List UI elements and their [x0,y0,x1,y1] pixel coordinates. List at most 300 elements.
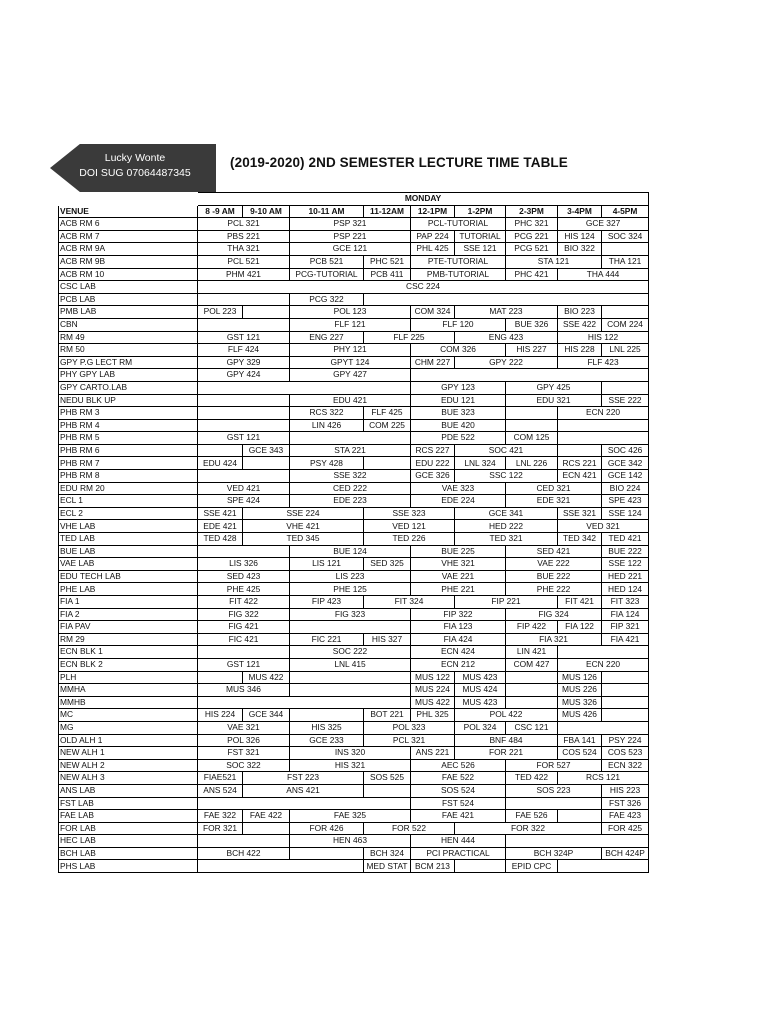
table-row [59,369,649,382]
course-cell: LNL 324 [455,457,506,470]
venue-cell: EDU TECH LAB [59,570,198,583]
table-row [59,356,649,369]
course-cell: BCH 422 [198,847,290,860]
course-cell [602,684,649,697]
header-time-slot: 10-11 AM [290,205,364,218]
course-cell [558,444,602,457]
course-cell: EDE 224 [411,495,506,508]
venue-cell: BUE LAB [59,545,198,558]
venue-cell: ACB RM 9A [59,243,198,256]
course-cell: FAE 522 [411,772,506,785]
table-row [59,293,649,306]
course-cell: BCH 424P [602,847,649,860]
table-row [59,381,649,394]
course-cell: HED 124 [602,583,649,596]
venue-cell: GPY P.G LECT RM [59,356,198,369]
course-cell [602,671,649,684]
course-cell: MUS 422 [411,696,455,709]
course-cell [198,318,290,331]
course-cell: BUE 124 [290,545,411,558]
venue-cell: MMHA [59,684,198,697]
course-cell: EPID CPC [506,860,558,873]
header-time-slot: 11-12AM [364,205,411,218]
course-cell [198,394,290,407]
course-cell: PHM 421 [198,268,290,281]
course-cell: VHE 321 [411,558,506,571]
course-cell: BIO 223 [558,306,602,319]
table-row [59,419,649,432]
course-cell: POL 324 [455,721,506,734]
header-time-slot: 3-4PM [558,205,602,218]
venue-cell: ANS LAB [59,784,198,797]
course-cell: FOR 221 [455,747,558,760]
course-cell: FAE 322 [198,810,243,823]
day-label: MONDAY [198,193,649,206]
table-row [59,847,649,860]
course-cell: CED 321 [506,482,602,495]
course-cell: EDU 121 [411,394,506,407]
course-cell: VED 321 [558,520,649,533]
course-cell: FIP 321 [602,621,649,634]
course-cell: POL 123 [290,306,411,319]
course-cell: FIC 421 [198,633,290,646]
course-cell: ANS 524 [198,784,243,797]
course-cell: ECN 220 [558,658,649,671]
course-cell: MUS 326 [558,696,602,709]
course-cell: FAE 423 [602,810,649,823]
course-cell: FIP 423 [290,596,364,609]
venue-cell: VHE LAB [59,520,198,533]
course-cell: PSP 321 [290,218,411,231]
course-cell: BUE 225 [411,545,506,558]
table-row [59,596,649,609]
course-cell: PCG-TUTORIAL [290,268,364,281]
venue-cell: ACB RM 10 [59,268,198,281]
course-cell: HIS 122 [558,331,649,344]
course-cell: MUS 426 [558,709,602,722]
table-row [59,457,649,470]
course-cell: LIS 223 [290,570,411,583]
course-cell: FLF 424 [198,344,290,357]
course-cell: RCS 227 [411,444,455,457]
venue-cell: BCH LAB [59,847,198,860]
header-time-slot: 4-5PM [602,205,649,218]
table-row [59,734,649,747]
table-row [59,533,649,546]
course-cell: COM 326 [411,344,506,357]
course-cell: LNL 225 [602,344,649,357]
day-row [59,193,649,206]
course-cell: FIP 322 [411,608,506,621]
course-cell: GPY 427 [290,369,411,382]
course-cell [198,671,243,684]
course-cell: FIA 123 [411,621,506,634]
course-cell: SED 421 [506,545,602,558]
course-cell: FIT 324 [364,596,455,609]
course-cell: GCE 327 [558,218,649,231]
course-cell: COM 224 [602,318,649,331]
course-cell: GPY 329 [198,356,290,369]
course-cell: GCE 343 [243,444,290,457]
course-cell: MUS 346 [198,684,290,697]
course-cell: EDU 421 [290,394,411,407]
course-cell [558,860,649,873]
course-cell: FLF 423 [558,356,649,369]
course-cell: PSY 428 [290,457,364,470]
course-cell: MUS 226 [558,684,602,697]
course-cell: MED STAT [364,860,411,873]
course-cell: MUS 422 [243,671,290,684]
course-cell: FST 326 [602,797,649,810]
course-cell: STA 121 [506,255,602,268]
course-cell [602,709,649,722]
course-cell: BIO 322 [558,243,602,256]
course-cell: SOC 421 [455,444,558,457]
course-cell: ENG 227 [290,331,364,344]
course-cell: PMB-TUTORIAL [411,268,506,281]
course-cell: PHE 221 [411,583,506,596]
course-cell: SSE 122 [602,558,649,571]
course-cell [243,306,290,319]
course-cell: POL 326 [198,734,290,747]
course-cell: PCL 521 [198,255,290,268]
course-cell: VAE 323 [411,482,506,495]
course-cell: FIT 323 [602,596,649,609]
course-cell: GPY 222 [455,356,558,369]
venue-cell: CBN [59,318,198,331]
course-cell [558,721,649,734]
course-cell: BNF 484 [455,734,558,747]
table-row [59,633,649,646]
course-cell [411,369,649,382]
course-cell: FAE 421 [411,810,506,823]
course-cell: SOS 524 [411,784,506,797]
course-cell: GCE 342 [602,457,649,470]
course-cell: PHE 425 [198,583,290,596]
venue-cell: PHE LAB [59,583,198,596]
course-cell: FIC 221 [290,633,364,646]
venue-cell: PCB LAB [59,293,198,306]
course-cell: RCS 221 [558,457,602,470]
course-cell: POL 422 [455,709,558,722]
table-row [59,432,649,445]
course-cell: BUE 222 [602,545,649,558]
course-cell: LNL 415 [290,658,411,671]
venue-cell: PHB RM 4 [59,419,198,432]
course-cell: HEN 463 [290,835,411,848]
course-cell [506,671,558,684]
course-cell: FLF 120 [411,318,506,331]
venue-cell: NEW ALH 3 [59,772,198,785]
header-time-slot: 8 -9 AM [198,205,243,218]
course-cell: GST 121 [198,432,290,445]
course-cell: GCE 341 [455,507,558,520]
course-cell [602,381,649,394]
venue-cell: FOR LAB [59,822,198,835]
table-row [59,822,649,835]
course-cell: ECN 220 [558,407,649,420]
course-cell: COM 225 [364,419,411,432]
course-cell: SOS 525 [364,772,411,785]
course-cell [290,671,411,684]
course-cell: HIS 124 [558,230,602,243]
course-cell: AEC 526 [411,759,506,772]
course-cell: MUS 122 [411,671,455,684]
table-row [59,218,649,231]
course-cell: COS 524 [558,747,602,760]
course-cell: COM 324 [411,306,455,319]
table-row [59,394,649,407]
venue-cell: ACB RM 6 [59,218,198,231]
course-cell: PHE 222 [506,583,602,596]
course-cell: FIP 221 [455,596,558,609]
course-cell: EDE 321 [506,495,602,508]
course-cell: BCH 324P [506,847,602,860]
table-row [59,583,649,596]
course-cell: POL 223 [198,306,243,319]
course-cell: FIA 321 [506,633,602,646]
course-cell [506,684,558,697]
course-cell: VED 421 [198,482,290,495]
course-cell: PCB 411 [364,268,411,281]
course-cell: MUS 423 [455,696,506,709]
course-cell: VED 121 [364,520,455,533]
course-cell: FOR 426 [290,822,364,835]
venue-cell: PHB RM 8 [59,470,198,483]
course-cell: PHL 425 [411,243,455,256]
course-cell [198,646,290,659]
course-cell: ECN 424 [411,646,506,659]
table-row [59,255,649,268]
venue-cell: ACB RM 7 [59,230,198,243]
table-row [59,444,649,457]
table-row [59,721,649,734]
venue-cell: FIA PAV [59,621,198,634]
header-time-slot: 2-3PM [506,205,558,218]
venue-cell: PLH [59,671,198,684]
course-cell: HED 221 [602,570,649,583]
course-cell: GST 121 [198,331,290,344]
course-cell: FOR 522 [364,822,455,835]
course-cell: BIO 224 [602,482,649,495]
course-cell: EDE 223 [290,495,411,508]
course-cell: HED 222 [455,520,558,533]
course-cell: TED 226 [364,533,455,546]
course-cell [198,797,411,810]
table-row [59,747,649,760]
table-row [59,558,649,571]
course-cell: MUS 424 [455,684,506,697]
course-cell: FAE 422 [243,810,290,823]
course-cell [602,243,649,256]
course-cell: CED 222 [290,482,411,495]
course-cell: COS 523 [602,747,649,760]
venue-cell: TED LAB [59,533,198,546]
course-cell: PCI PRACTICAL [411,847,506,860]
course-cell: PTE-TUTORIAL [411,255,506,268]
course-cell [558,432,649,445]
course-cell: GCE 142 [602,470,649,483]
course-cell: THA 321 [198,243,290,256]
venue-cell: MG [59,721,198,734]
course-cell: HIS 227 [506,344,558,357]
page-title: (2019-2020) 2ND SEMESTER LECTURE TIME TABLE [230,155,568,170]
venue-cell: ECN BLK 2 [59,658,198,671]
course-cell [290,847,364,860]
course-cell: SSE 421 [198,507,243,520]
course-cell: CSC 224 [198,281,649,294]
table-row [59,835,649,848]
course-cell: FLF 121 [290,318,411,331]
venue-cell: PHB RM 3 [59,407,198,420]
course-cell: VHE 421 [243,520,364,533]
course-cell: BCM 213 [411,860,455,873]
course-cell: SSE 222 [602,394,649,407]
course-cell: LIS 326 [198,558,290,571]
course-cell: PCL-TUTORIAL [411,218,506,231]
course-cell: SPE 423 [602,495,649,508]
course-cell: FIA 124 [602,608,649,621]
course-cell: FIP 422 [506,621,558,634]
course-cell: GPY 424 [198,369,290,382]
table-row [59,520,649,533]
course-cell: FOR 425 [602,822,649,835]
table-row [59,759,649,772]
course-cell: SSE 124 [602,507,649,520]
course-cell: BOT 221 [364,709,411,722]
course-cell: TED 428 [198,533,243,546]
course-cell: ECN 212 [411,658,506,671]
course-cell [198,696,411,709]
course-cell: INS 320 [290,747,411,760]
course-cell: TED 345 [243,533,364,546]
course-cell [290,621,411,634]
venue-cell: MMHB [59,696,198,709]
venue-cell: GPY CARTO.LAB [59,381,198,394]
venue-cell: RM 29 [59,633,198,646]
table-row [59,570,649,583]
course-cell: VAE 221 [411,570,506,583]
venue-cell: ECL 2 [59,507,198,520]
course-cell: SED 325 [364,558,411,571]
table-row [59,797,649,810]
course-cell: FIT 421 [558,596,602,609]
course-cell: GPYT 124 [290,356,411,369]
course-cell: PHC 521 [364,255,411,268]
course-cell: GPY 425 [506,381,602,394]
course-cell [198,860,364,873]
course-cell: SED 423 [198,570,290,583]
course-cell [506,835,649,848]
table-row [59,860,649,873]
table-row [59,709,649,722]
table-row [59,621,649,634]
venue-cell: HEC LAB [59,835,198,848]
course-cell: PCL 321 [198,218,290,231]
course-cell: FAE 325 [290,810,411,823]
course-cell: GPY 123 [411,381,506,394]
course-cell [243,457,290,470]
course-cell: EDU 321 [506,394,602,407]
course-cell: MUS 224 [411,684,455,697]
table-row [59,608,649,621]
course-cell: VAE 222 [506,558,602,571]
course-cell [506,407,558,420]
header-time-slot: 12-1PM [411,205,455,218]
course-cell: VAE 321 [198,721,290,734]
course-cell: ANS 221 [411,747,455,760]
header-time-slot: 1-2PM [455,205,506,218]
course-cell: PCL 321 [364,734,455,747]
venue-cell: NEW ALH 1 [59,747,198,760]
course-cell: SPE 424 [198,495,290,508]
course-cell: CSC 121 [506,721,558,734]
venue-cell: OLD ALH 1 [59,734,198,747]
course-cell: PSP 221 [290,230,411,243]
course-cell: CHM 227 [411,356,455,369]
course-cell: FST 321 [198,747,290,760]
course-cell: FAE 526 [506,810,558,823]
course-cell: FOR 322 [455,822,602,835]
course-cell: LIN 426 [290,419,364,432]
course-cell: PCG 322 [290,293,364,306]
course-cell [198,293,290,306]
course-cell: SSE 322 [290,470,411,483]
course-cell: SSE 224 [243,507,364,520]
course-cell: BUE 420 [411,419,506,432]
course-cell: FST 524 [411,797,506,810]
venue-cell: PMB LAB [59,306,198,319]
course-cell: TED 422 [506,772,558,785]
course-cell: LIS 121 [290,558,364,571]
course-cell: MAT 223 [455,306,558,319]
course-cell: TUTORIAL [455,230,506,243]
course-cell: PDE 522 [411,432,506,445]
course-cell: PHL 325 [411,709,455,722]
course-cell: FIG 324 [506,608,602,621]
course-cell: MUS 423 [455,671,506,684]
course-cell: RCS 322 [290,407,364,420]
course-cell: MUS 126 [558,671,602,684]
course-cell [364,293,649,306]
table-row [59,470,649,483]
course-cell: GCE 344 [243,709,290,722]
course-cell: SSE 422 [558,318,602,331]
table-row [59,646,649,659]
course-cell: FIG 323 [290,608,411,621]
course-cell: FIA 424 [411,633,506,646]
table-row [59,230,649,243]
course-cell: ECN 421 [558,470,602,483]
course-cell: BUE 326 [506,318,558,331]
course-cell: HIS 325 [290,721,364,734]
course-cell: FIA 421 [602,633,649,646]
course-cell: TED 342 [558,533,602,546]
table-row [59,306,649,319]
course-cell [506,696,558,709]
course-cell [364,457,411,470]
table-row [59,482,649,495]
course-cell: HIS 321 [290,759,411,772]
course-cell: SOS 223 [506,784,602,797]
course-cell: BUE 323 [411,407,506,420]
course-cell: FIT 422 [198,596,290,609]
course-cell: GCE 326 [411,470,455,483]
course-cell: FST 223 [243,772,364,785]
course-cell [198,419,290,432]
course-cell: FIG 322 [198,608,290,621]
header-venue: VENUE [59,205,198,218]
